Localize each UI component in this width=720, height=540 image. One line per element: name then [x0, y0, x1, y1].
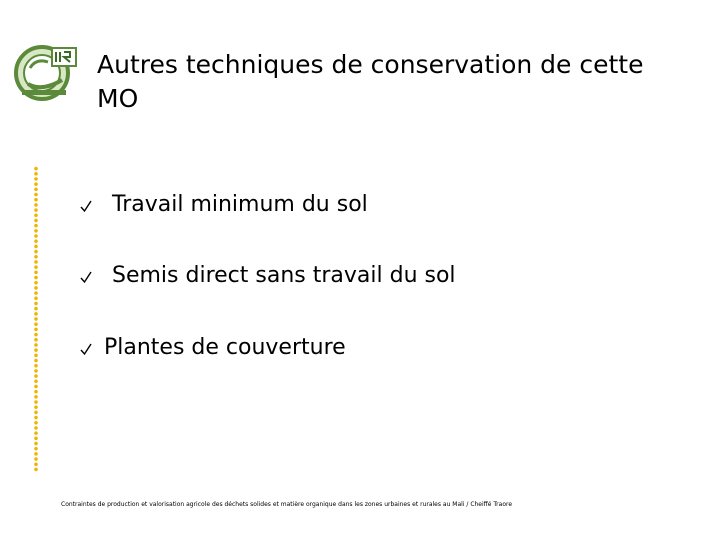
institution-logo-icon [12, 40, 84, 104]
bullet-text: Semis direct sans travail du sol [112, 263, 456, 288]
slide-title: Autres techniques de conservation de cette MO [97, 50, 644, 113]
bullet-item [80, 262, 456, 290]
bullet-item [80, 334, 346, 362]
slide-footer: Contraintes de production et valorisation agricole des déchets solides et matière organique dans les zones urbaines et rurales au Mali / Cheiffé Traore [61, 501, 513, 508]
bullet-text: Plantes de couverture [104, 335, 346, 360]
bullet-text: Travail minimum du sol [112, 192, 368, 217]
checkmark-icon [80, 341, 92, 355]
checkmark-icon [80, 269, 92, 283]
decorative-dotted-line [32, 166, 40, 472]
checkmark-icon [80, 198, 92, 212]
bullet-item [80, 191, 368, 219]
